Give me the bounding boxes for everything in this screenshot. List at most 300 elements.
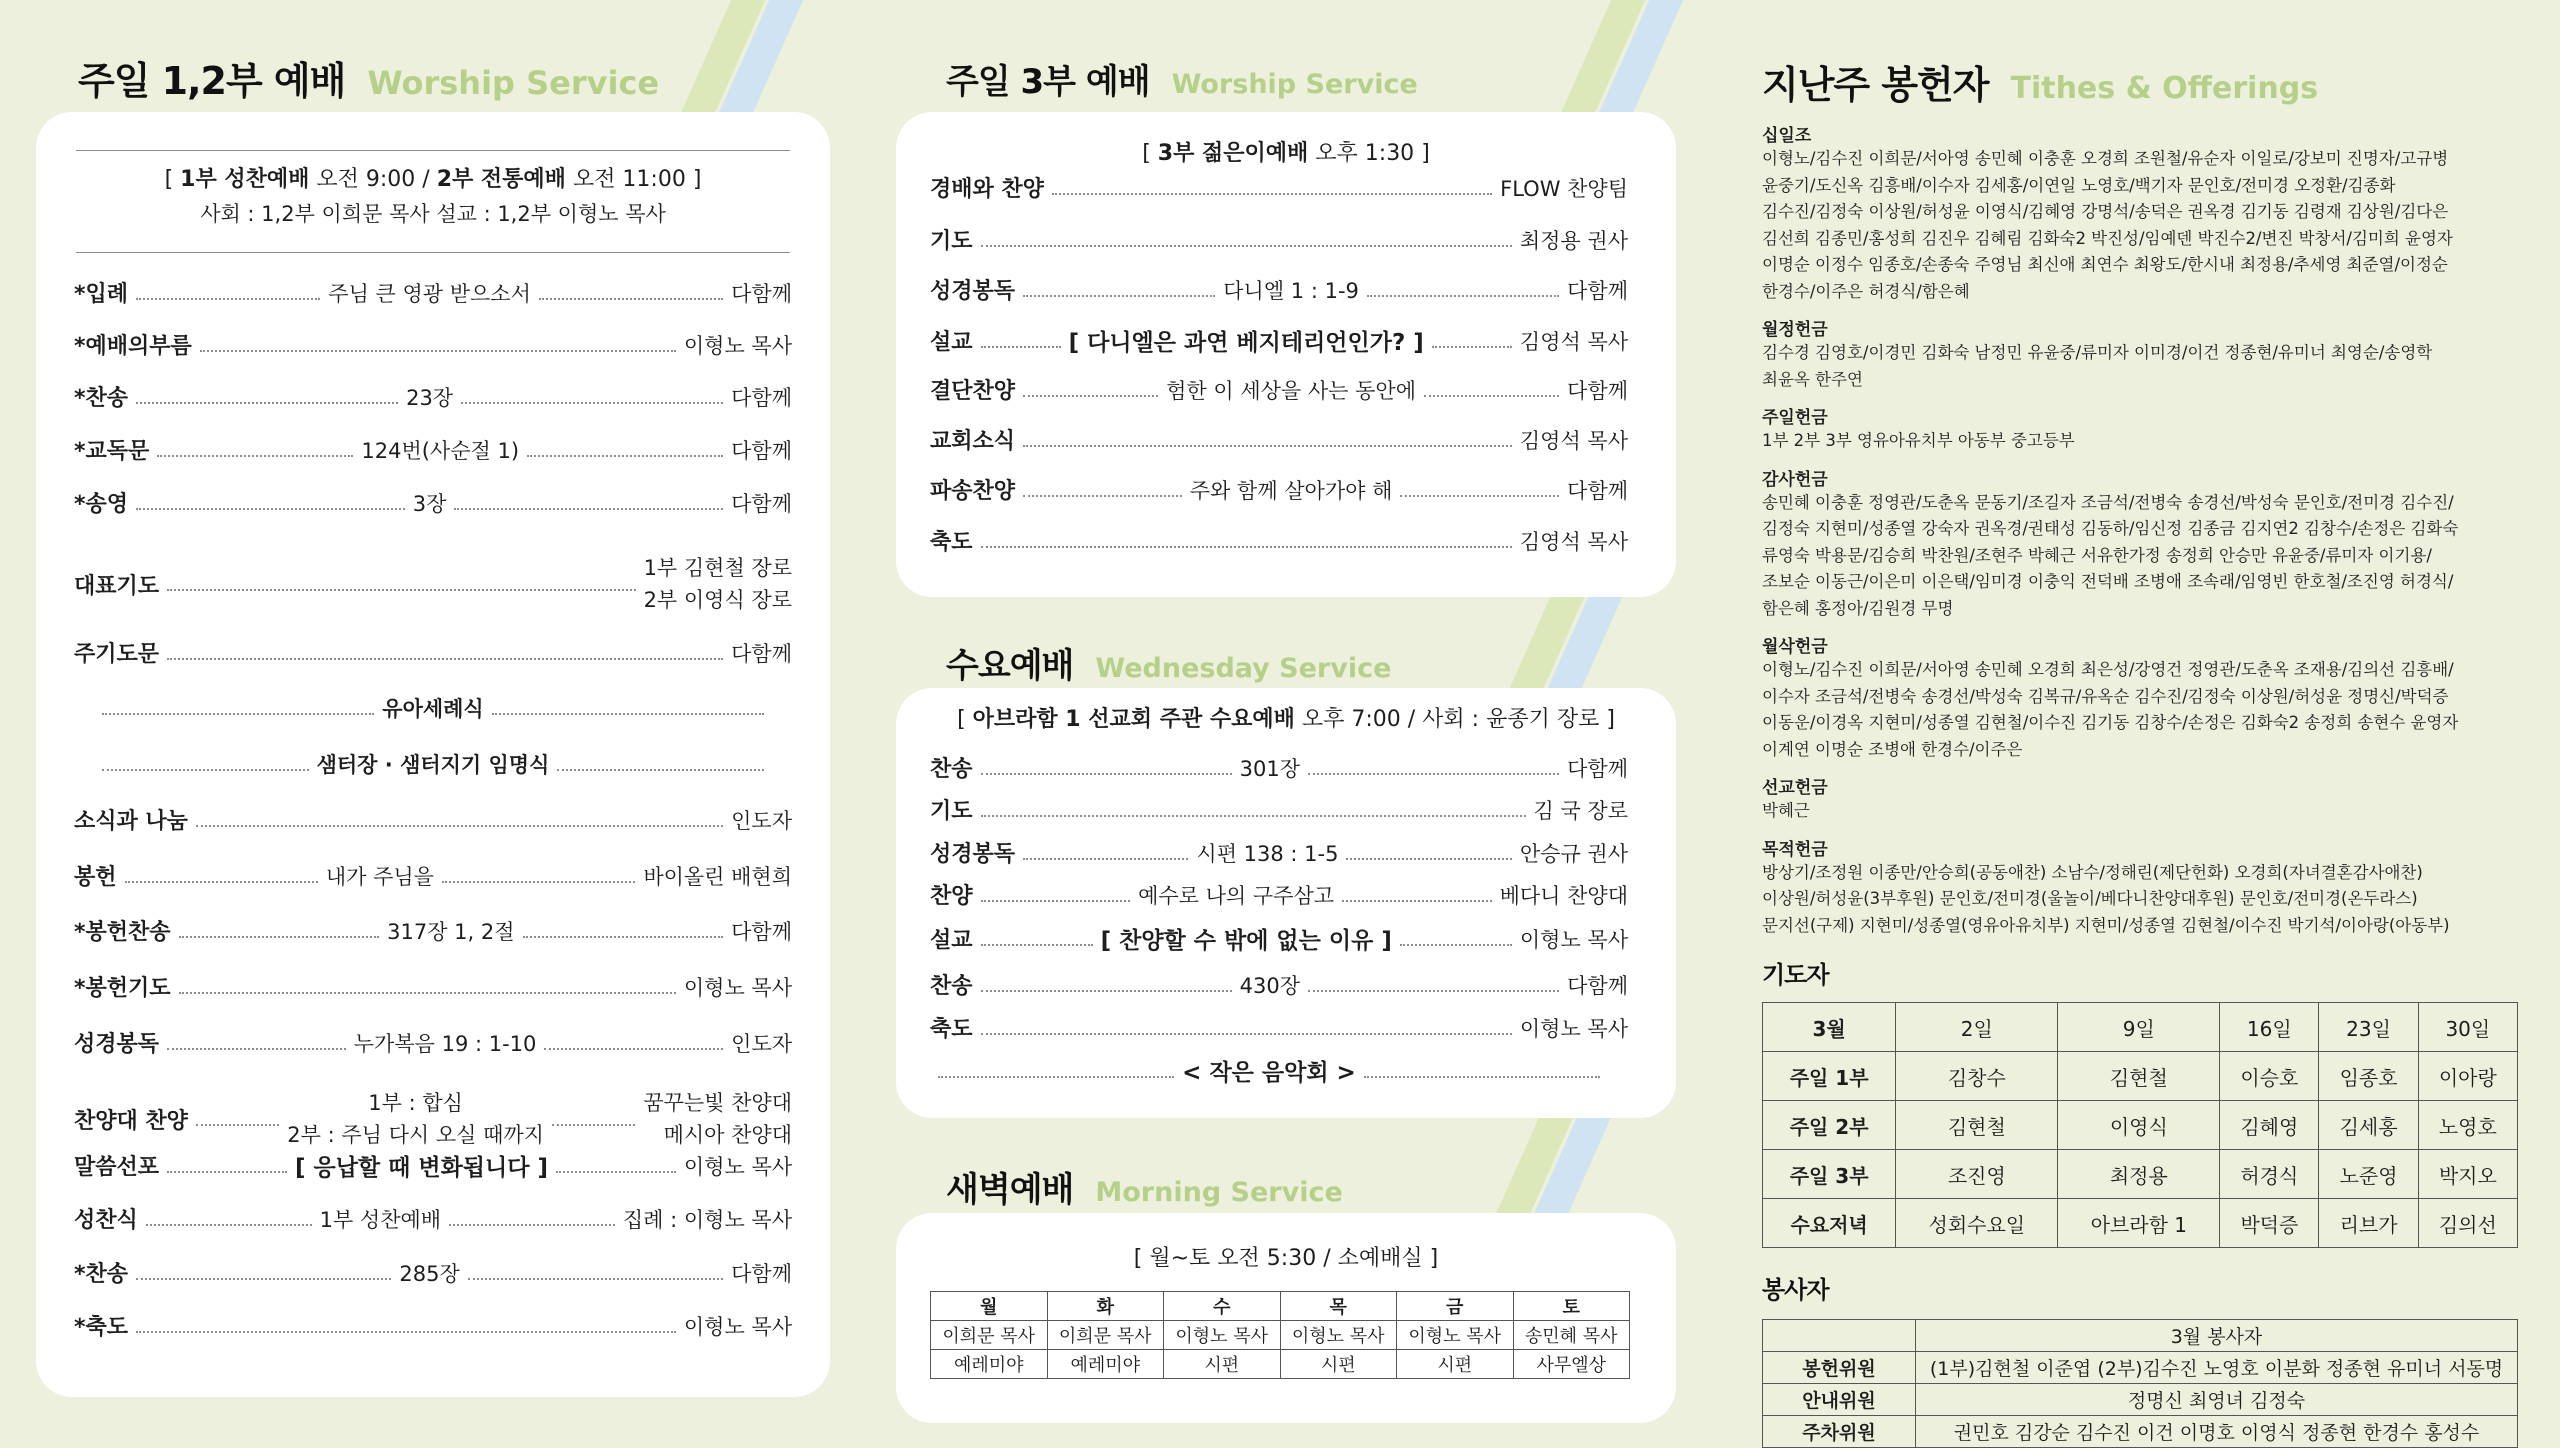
dotted-leader: [527, 455, 723, 457]
prayers-name-cell: 리브가: [2319, 1199, 2418, 1248]
order-leader: 집례 : 이형노 목사: [622, 1207, 792, 1232]
dotted-leader: [136, 402, 398, 404]
order-item: 317장 1, 2절: [387, 919, 515, 944]
order-item: 주와 함께 살아가야 해: [1189, 478, 1393, 503]
prayers-name-cell: 이아랑: [2418, 1052, 2517, 1101]
dotted-leader: [442, 881, 635, 883]
dotted-leader: [146, 1224, 312, 1226]
dotted-leader: [167, 1048, 346, 1050]
order-row: [930, 525, 1628, 556]
prayers-name-cell: 성회수요일: [1896, 1199, 2058, 1248]
service1-name: 1부 성찬예배: [180, 167, 310, 192]
dotted-leader: [981, 990, 1232, 992]
dawn-text-cell: 사무엘상: [1513, 1350, 1630, 1379]
order-item: 285장: [399, 1261, 460, 1286]
dotted-leader: [981, 546, 1512, 548]
dotted-leader: [1308, 773, 1559, 775]
prayers-body: [1763, 1052, 2518, 1248]
order-row: [74, 693, 792, 723]
order-leader: 다함께: [731, 281, 793, 306]
prayers-service-cell: 수요저녁: [1763, 1199, 1896, 1248]
dotted-leader: [981, 346, 1061, 348]
sunday12-section: [78, 50, 659, 105]
offering-line: 방상기/조정원 이종만/안승희(공동애찬) 소남수/정해린(제단헌화) 오경희(자녀결혼감사애찬): [1762, 862, 2423, 882]
dotted-leader: [1023, 445, 1512, 447]
prayers-name-cell: 김현철: [1896, 1101, 2058, 1150]
sunday12-card: [36, 112, 830, 1397]
order-center-item: 유아세례식: [382, 697, 484, 721]
dotted-leader: [449, 1224, 615, 1226]
order-row: [74, 1203, 792, 1234]
order-item: 23장: [406, 385, 454, 410]
order-label: *찬송: [74, 1262, 129, 1287]
prayers-name-cell: 김혜영: [2220, 1101, 2319, 1150]
dawn-text-cell: 예레미야: [1047, 1350, 1164, 1379]
order-leader: 다함께: [731, 1261, 792, 1286]
volunteers-row: [1763, 1352, 2518, 1384]
volunteers-row: [1763, 1384, 2518, 1416]
order-leader-line2: 메시아 찬양대: [663, 1123, 792, 1147]
order-row: [930, 274, 1628, 305]
dotted-leader: [938, 1076, 1174, 1078]
order-row: [930, 474, 1628, 505]
offering-names: [1762, 657, 2522, 763]
offering-line: 이상원/허성윤(3부후원) 문인호/전미경(울놀이/베다니찬양대후원) 문인호/전미경(온두라스): [1762, 889, 2418, 908]
service2-name: 2부 전통예배: [436, 167, 566, 192]
offering-category: 선교헌금: [1762, 778, 1828, 798]
dawn-day-cell: 목: [1280, 1292, 1397, 1321]
dawn-card: [896, 1213, 1676, 1423]
order-leader-line1: 1부 김현철 장로: [643, 556, 792, 580]
dotted-leader: [461, 402, 723, 404]
order-label: 대표기도: [74, 573, 160, 599]
volunteers-table: [1762, 1319, 2518, 1448]
dawn-leader-cell: 이형노 목사: [1280, 1321, 1397, 1350]
offering-names: [1762, 490, 2522, 623]
wednesday-order-list: [930, 688, 1628, 1118]
sunday3-title-ko: 주일 3부 예배: [946, 62, 1150, 102]
prayers-head-cell: 30일: [2418, 1003, 2517, 1052]
prayers-row: [1763, 1052, 2518, 1101]
prayers-title: 기도자: [1762, 961, 1829, 989]
dotted-leader: [179, 992, 676, 994]
prayers-row: [1763, 1150, 2518, 1199]
order-leader: 이형노 목사: [1519, 927, 1628, 952]
order-item: 내가 주님을: [325, 864, 434, 889]
dotted-leader: [136, 298, 320, 300]
order-label: *축도: [74, 1315, 129, 1340]
offering-category: 주일헌금: [1762, 408, 1828, 428]
sunday12-title-ko: 주일 1,2부 예배: [78, 59, 346, 103]
prayers-name-cell: 노준영: [2319, 1150, 2418, 1199]
order-item: 430장: [1239, 973, 1301, 998]
dotted-leader: [544, 1048, 723, 1050]
volunteers-title: 봉사자: [1762, 1276, 1829, 1304]
order-item-multi: [287, 1087, 544, 1151]
prayers-table: [1762, 1002, 2518, 1248]
order-row: [74, 1087, 792, 1151]
order-center-item: 샘터장 · 샘터지기 임명식: [316, 753, 550, 777]
sermon-title: [ 응납할 때 변화됩니다 ]: [294, 1155, 548, 1181]
dotted-leader: [167, 589, 636, 591]
order-label: 말씀선포: [74, 1155, 160, 1180]
order-label: 소식과 나눔: [74, 809, 188, 834]
bracket-open: [: [957, 707, 973, 732]
offering-line: 조보순 이동근/이은미 이은택/임미경 이충익 전덕배 조병애 조속래/임영빈 한호철/조진영 허경식/: [1762, 572, 2454, 591]
dotted-leader: [167, 658, 723, 660]
order-label: 성경봉독: [930, 842, 1016, 867]
offerings-section: [1762, 54, 2522, 1448]
wednesday-footer: < 작은 음악회 >: [1182, 1060, 1356, 1086]
order-item: 1부 성찬예배: [319, 1207, 442, 1232]
dotted-leader: [981, 245, 1512, 247]
dawn-texts-row: [931, 1350, 1630, 1379]
prayers-name-cell: 조진영: [1896, 1150, 2058, 1199]
order-row: [74, 1149, 792, 1182]
order-leader: 이형노 목사: [683, 975, 792, 1000]
offering-line: 윤중기/도신옥 김흥배/이수자 김세홍/이연일 노영호/백기자 문인호/전미경 오정환/김종화: [1762, 175, 2396, 195]
order-leader: 다함께: [731, 438, 792, 463]
order-leader: FLOW 찬양팀: [1500, 176, 1628, 201]
prayers-row: [1763, 1199, 2518, 1248]
dawn-title: [946, 1162, 1343, 1211]
order-row: [930, 752, 1628, 783]
dawn-table: [930, 1291, 1630, 1379]
order-leader: 김 국 장로: [1533, 798, 1628, 823]
order-label: 설교: [930, 330, 973, 355]
sunday3-service-name: 3부 젊은이예배: [1157, 141, 1309, 166]
dotted-leader: [981, 1033, 1512, 1035]
order-label: 찬송: [930, 974, 973, 999]
order-leader: 다함께: [1567, 378, 1629, 403]
offering-line: 김정숙 지현미/성종열 강숙자 권옥경/권태성 김동하/임신정 김종금 김지연2 김창수/손정은 김화숙: [1762, 519, 2459, 538]
order-leader: 안승규 권사: [1519, 841, 1628, 866]
order-leader: 베다니 찬양대: [1499, 883, 1629, 908]
order-label: 경배와 찬양: [930, 177, 1044, 202]
wednesday-section: [946, 638, 1391, 687]
order-leader: 다함께: [1567, 478, 1629, 503]
prayers-name-cell: 이승호: [2220, 1052, 2319, 1101]
dotted-leader: [981, 815, 1526, 817]
sunday3-title: [946, 54, 1418, 103]
order-leader: 이형노 목사: [683, 333, 792, 358]
offering-line: 이동운/이경옥 지현미/성종열 김현철/이수진 김기동 김창수/손정은 김화숙2 송정희 송현수 윤영자: [1762, 713, 2459, 732]
offering-line: 이형노/김수진 이희문/서아영 송민혜 이충훈 오경희 조원철/유순자 이일로/강보미 진명자/고규병: [1762, 149, 2449, 168]
dotted-leader: [136, 508, 405, 510]
order-row: [74, 804, 792, 835]
dotted-leader: [1308, 990, 1559, 992]
prayers-name-cell: 아브라함 1: [2058, 1199, 2220, 1248]
dotted-leader: [157, 455, 353, 457]
dotted-leader: [1023, 858, 1188, 860]
order-leader: 바이올린 배현희: [643, 864, 792, 889]
offering-line: 문지선(구제) 지현미/성종열(영유아유치부) 지현미/성종열 김현철/이수진 박기석/이아랑(아동부): [1762, 915, 2450, 935]
order-label: 결단찬양: [930, 379, 1016, 404]
dotted-leader: [1364, 1076, 1600, 1078]
wednesday-footer-row: [930, 1054, 1608, 1087]
dotted-leader: [557, 769, 764, 771]
order-row: [930, 172, 1628, 203]
wednesday-service-time: 오후 7:00 / 사회 : 윤종기 장로 ]: [1301, 707, 1615, 732]
dotted-leader: [468, 1278, 723, 1280]
order-label: 찬송: [930, 757, 973, 782]
order-row: [74, 552, 792, 616]
order-label: *예배의부름: [74, 334, 192, 359]
order-leader: 다함께: [731, 491, 792, 516]
volunteers-names: 권민호 김강순 김수진 이건 이명호 이영식 정종현 한경수 홍성수: [1916, 1416, 2518, 1448]
sunday12-order-list: [74, 112, 792, 1397]
prayers-head-cell: 2일: [1896, 1003, 2058, 1052]
order-leader: 다함께: [731, 641, 792, 666]
order-leader: 이형노 목사: [683, 1154, 793, 1179]
dawn-leader-cell: 이희문 목사: [1047, 1321, 1164, 1350]
dawn-day-cell: 금: [1397, 1292, 1514, 1321]
sunday3-section: [946, 54, 1418, 103]
sunday12-title-en: Worship Service: [367, 64, 660, 102]
order-leader-multi: [644, 552, 792, 616]
dawn-day-cell: 월: [931, 1292, 1048, 1321]
dawn-header: [ 월~토 오전 5:30 / 소예배실 ]: [1133, 1246, 1439, 1271]
dotted-leader: [981, 900, 1131, 902]
dotted-leader: [556, 1171, 676, 1173]
prayers-head-cell: 9일: [2058, 1003, 2220, 1052]
dawn-text-cell: 시편: [1397, 1350, 1514, 1379]
order-row: [74, 487, 792, 518]
prayers-name-cell: 김세홍: [2319, 1101, 2418, 1150]
order-label: *찬송: [74, 386, 129, 411]
dawn-day-cell: 화: [1047, 1292, 1164, 1321]
dawn-day-cell: 토: [1513, 1292, 1630, 1321]
order-row: [930, 1012, 1628, 1043]
prayers-name-cell: 노영호: [2418, 1101, 2517, 1150]
offering-line: 류영숙 박용문/김승희 박찬원/조현주 박혜근 서유한가정 송정희 안승만 유윤중/류미자 이기용/: [1762, 545, 2432, 565]
offering-category: 목적헌금: [1762, 839, 1828, 860]
service2-time: 오전 11:00 ]: [572, 167, 702, 192]
offerings-groups: [1762, 121, 2522, 939]
order-leader-line1: 꿈꾸는빛 찬양대: [643, 1091, 792, 1115]
prayers-service-cell: 주일 3부: [1763, 1150, 1896, 1199]
order-row: [74, 381, 792, 412]
offering-line: 함은혜 홍정아/김원경 무명: [1762, 598, 1954, 618]
dawn-leader-cell: 송민혜 목사: [1513, 1321, 1630, 1350]
prayers-head-cell: 23일: [2319, 1003, 2418, 1052]
offering-line: 박혜근: [1762, 801, 1810, 820]
dawn-text-cell: 예레미야: [931, 1350, 1048, 1379]
order-row: [74, 329, 792, 360]
sunday3-order-list: [930, 112, 1628, 597]
volunteers-role: 안내위원: [1763, 1384, 1916, 1416]
dotted-leader: [125, 881, 318, 883]
dawn-days-row: [931, 1292, 1630, 1321]
bracket-open: [: [164, 167, 174, 192]
dotted-leader: [136, 1331, 676, 1333]
order-row: [74, 1027, 792, 1058]
order-label: 설교: [930, 928, 973, 953]
order-leader: 다함께: [1567, 973, 1628, 998]
dawn-text-cell: 시편: [1164, 1350, 1281, 1379]
offering-names: [1762, 428, 2522, 455]
service1-time: 오전 9:00 /: [316, 167, 430, 192]
volunteers-head-row: [1763, 1320, 2518, 1352]
offering-line: 김수진/김정숙 이상원/허성윤 이영식/김혜영 강명석/송덕은 권옥경 김기동 김령재 김상원/김다은: [1762, 202, 2449, 221]
order-leader: 김영석 목사: [1519, 329, 1629, 354]
volunteers-head-empty: [1763, 1320, 1916, 1352]
wednesday-title-en: Wednesday Service: [1095, 653, 1392, 684]
dotted-leader: [1346, 858, 1511, 860]
dotted-leader: [179, 936, 380, 938]
order-row: [74, 434, 792, 465]
dawn-leaders-row: [931, 1321, 1630, 1350]
dotted-leader: [167, 1171, 287, 1173]
order-label: 주기도문: [74, 642, 160, 667]
volunteers-names: 정명신 최영녀 김정숙: [1916, 1384, 2518, 1416]
dotted-leader: [1342, 900, 1492, 902]
dawn-leader-cell: 이형노 목사: [1164, 1321, 1281, 1350]
volunteers-role: 봉헌위원: [1763, 1352, 1916, 1384]
order-leader: 이형노 목사: [1519, 1016, 1628, 1041]
offering-line: 이수자 조금석/전병숙 송경선/박성숙 김복규/유옥순 김수진/김정숙 이상원/허성윤 정명신/박덕증: [1762, 686, 2449, 706]
dawn-leader-cell: 이형노 목사: [1397, 1321, 1514, 1350]
prayers-row: [1763, 1101, 2518, 1150]
offering-line: 한경수/이주은 허경식/함은혜: [1762, 281, 1970, 301]
dotted-leader: [492, 713, 764, 715]
prayers-name-cell: 임종호: [2319, 1052, 2418, 1101]
order-label: 찬양: [930, 884, 973, 909]
dotted-leader: [196, 825, 723, 827]
order-item: 124번(사순절 1): [361, 438, 520, 463]
order-row: [74, 1310, 792, 1341]
prayers-name-cell: 최정용: [2058, 1150, 2220, 1199]
order-label: *송영: [74, 492, 129, 517]
offering-line: 이명순 이정수 임종호/손종숙 주영님 최신애 최연수 최왕도/한시내 최정용/추세영 최준열/이정순: [1762, 255, 2448, 274]
prayers-name-cell: 김현철: [2058, 1052, 2220, 1101]
order-row: [74, 637, 792, 668]
sunday3-card: [896, 112, 1676, 597]
order-item: 시편 138 : 1-5: [1196, 841, 1339, 866]
order-item: 301장: [1239, 756, 1301, 781]
offerings-title-ko: 지난주 봉헌자: [1762, 63, 1989, 107]
offerings-title: [1762, 54, 2522, 109]
order-row: [74, 971, 792, 1002]
order-label: 봉헌: [74, 865, 117, 890]
sunday3-title-en: Worship Service: [1171, 69, 1418, 100]
prayers-service-cell: 주일 2부: [1763, 1101, 1896, 1150]
wednesday-card: [896, 688, 1676, 1118]
prayers-name-cell: 이영식: [2058, 1101, 2220, 1150]
dawn-text-cell: 시편: [1280, 1350, 1397, 1379]
bracket-close: ]: [1421, 141, 1430, 166]
dawn-title-en: Morning Service: [1095, 1177, 1343, 1208]
wednesday-title: [946, 638, 1391, 687]
order-leader-line2: 2부 이영식 장로: [643, 588, 792, 612]
wednesday-title-ko: 수요예배: [946, 646, 1074, 686]
order-row: [930, 374, 1628, 405]
volunteers-body: [1763, 1352, 2518, 1448]
offering-names: [1762, 146, 2522, 305]
order-leader: 인도자: [731, 1031, 793, 1056]
prayers-name-cell: 김의선: [2418, 1199, 2517, 1248]
prayers-head-cell: 16일: [2220, 1003, 2319, 1052]
bracket-open: [: [1142, 141, 1158, 166]
order-leader: 다함께: [731, 385, 793, 410]
offering-line: 최윤옥 한주연: [1762, 369, 1863, 389]
dotted-leader: [1023, 495, 1182, 497]
dotted-leader: [981, 773, 1232, 775]
order-leader: 인도자: [731, 808, 792, 833]
order-label: 기도: [930, 799, 973, 824]
order-item: 주님 큰 영광 받으소서: [328, 281, 531, 306]
order-row: [930, 879, 1628, 910]
order-label: 축도: [930, 530, 973, 555]
offering-category: 월삭헌금: [1762, 637, 1828, 657]
order-row: [930, 794, 1628, 825]
offering-category: 월정헌금: [1762, 320, 1828, 340]
offering-line: 1부 2부 3부 영유아유치부 아동부 중고등부: [1762, 431, 2075, 450]
order-item: 누가복음 19 : 1-10: [353, 1031, 537, 1056]
order-leader: 이형노 목사: [683, 1314, 792, 1339]
offering-line: 김선희 김종민/홍성희 김진우 김혜림 김화숙2 박진성/임예덴 박진수2/변진 박창서/김미희 윤영자: [1762, 228, 2453, 248]
order-row: [74, 277, 792, 308]
dotted-leader: [196, 1124, 279, 1126]
prayers-name-cell: 박덕증: [2220, 1199, 2319, 1248]
order-leader: 최정용 권사: [1519, 228, 1628, 253]
offering-names: [1762, 798, 2522, 825]
offering-category: 십일조: [1762, 126, 1812, 146]
order-leader: 다함께: [731, 919, 792, 944]
order-leader: 김영석 목사: [1519, 428, 1628, 453]
dawn-day-cell: 수: [1164, 1292, 1281, 1321]
order-label: *봉헌기도: [74, 976, 171, 1001]
dotted-leader: [102, 769, 309, 771]
prayers-name-cell: 김창수: [1896, 1052, 2058, 1101]
dotted-leader: [102, 713, 374, 715]
dotted-leader: [1367, 295, 1559, 297]
offering-line: 김수경 김영호/이경민 김화숙 남정민 유윤중/류미자 이미경/이건 정종현/유미너 최영순/송영학: [1762, 343, 2433, 362]
dotted-leader: [200, 350, 676, 352]
order-item: 험한 이 세상을 사는 동안에: [1166, 378, 1417, 403]
dawn-leader-cell: 이희문 목사: [931, 1321, 1048, 1350]
volunteers-head: 3월 봉사자: [1916, 1320, 2518, 1352]
volunteers-row: [1763, 1416, 2518, 1448]
order-leader-multi: [643, 1087, 792, 1151]
offering-names: [1762, 860, 2522, 940]
dawn-section: [946, 1162, 1343, 1211]
wednesday-service-name: 아브라함 1 선교회 주관 수요예배: [972, 707, 1295, 732]
order-label: 찬양대 찬양: [74, 1108, 188, 1134]
order-leader: 다함께: [1567, 278, 1628, 303]
order-row: [74, 860, 792, 891]
dotted-leader: [1400, 495, 1559, 497]
order-row: [74, 1257, 792, 1288]
order-item-line2: 2부 : 주님 다시 오실 때까지: [287, 1123, 544, 1147]
order-row: [930, 837, 1628, 868]
volunteers-role: 주차위원: [1763, 1416, 1916, 1448]
dotted-leader: [1432, 346, 1512, 348]
order-item-line1: 1부 : 합심: [368, 1091, 463, 1115]
order-label: 교회소식: [930, 429, 1016, 454]
order-label: 성경봉독: [930, 279, 1016, 304]
order-row: [930, 922, 1628, 955]
dotted-leader: [1023, 295, 1215, 297]
dotted-leader: [1052, 193, 1492, 195]
prayers-name-cell: 박지오: [2418, 1150, 2517, 1199]
order-item: 3장: [412, 491, 447, 516]
order-item: 예수로 나의 구주삼고: [1138, 883, 1335, 908]
volunteers-names: (1부)김현철 이준엽 (2부)김수진 노영호 이분화 정종현 유미너 서동명: [1916, 1352, 2518, 1384]
sunday12-header-line2: 사회 : 1,2부 이희문 목사 설교 : 1,2부 이형노 목사: [200, 202, 666, 226]
order-label: *교독문: [74, 439, 150, 464]
offering-names: [1762, 340, 2522, 393]
